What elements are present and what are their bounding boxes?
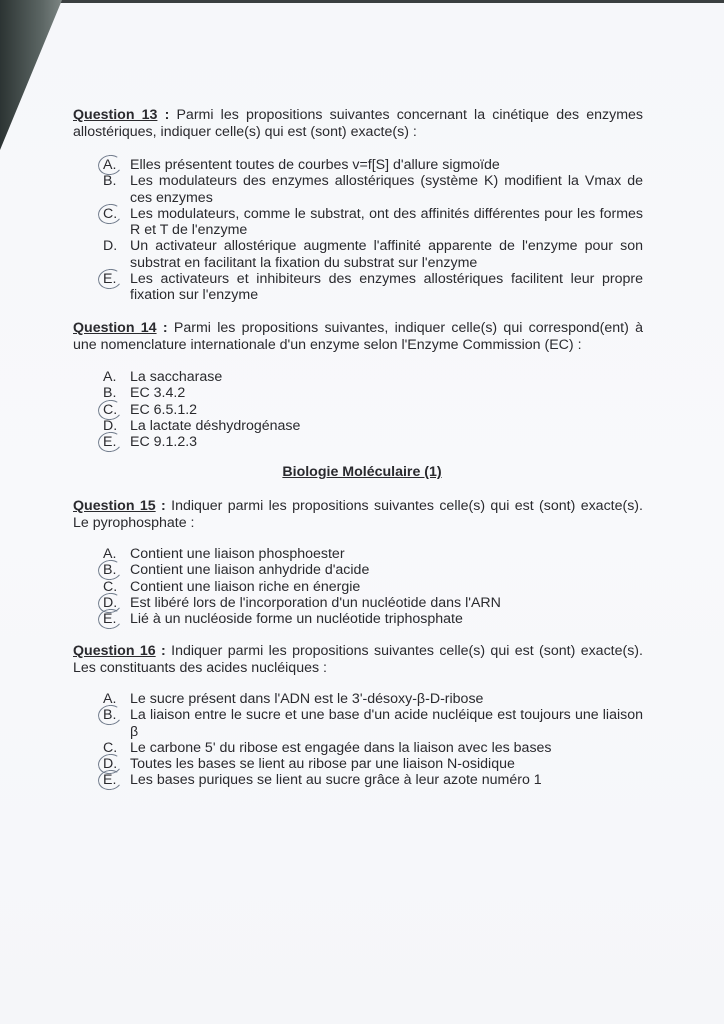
option-text: EC 9.1.2.3 [130,434,198,451]
option-text: Les bases puriques se lient au sucre grâce à leur azote numéro 1 [130,772,542,789]
option-c [103,740,643,756]
option-letter: E. [103,434,117,451]
option-a [103,157,643,173]
question-prompt: Indiquer parmi les propositions suivantes celle(s) qui est (sont) exacte(s). Le pyrophosphate : [73,498,643,531]
option-letter: C. [103,205,118,222]
option-letter: A. [103,157,117,173]
option-text: EC 6.5.1.2 [130,401,198,418]
question-16-header: Question 16 : Indiquer parmi les propositions suivantes celle(s) qui est (sont) exacte(s). Les constituants des acides nucléiques : [73,643,643,676]
question-16-options [103,691,643,789]
option-e [103,772,643,788]
option-text: Les activateurs et inhibiteurs des enzymes allostériques facilitent leur propre fixation sur l'enzyme [130,271,643,304]
question-prompt: Parmi les propositions suivantes, indiquer celle(s) qui correspond(ent) à une nomenclature internationale d'un enzyme selon l'Enzyme Commission (EC) : [73,320,643,353]
option-letter: A. [103,369,117,385]
option-text: Elles présentent toutes de courbes v=f[S] d'allure sigmoïde [130,157,500,173]
option-a [103,369,643,385]
option-c [103,206,643,239]
option-letter: B. [103,562,117,579]
option-text: Est libéré lors de l'incorporation d'un nucléotide dans l'ARN [130,594,501,611]
option-b [103,707,643,740]
option-letter: E. [103,611,117,628]
option-letter: B. [103,385,117,402]
option-letter: D. [103,756,118,773]
question-14-options [103,369,643,450]
option-d [103,756,643,772]
question-prompt: Parmi les propositions suivantes concernant la cinétique des enzymes allostériques, indiquer celle(s) qui est (sont) exacte(s) : [73,107,643,140]
option-d [103,595,643,611]
option-text: La lactate déshydrogénase [130,417,301,434]
option-letter: B. [103,173,117,190]
option-b [103,562,643,578]
page-fold-shadow [0,0,70,160]
option-b [103,385,643,401]
option-d [103,418,643,434]
question-14-header: Question 14 : Parmi les propositions suivantes, indiquer celle(s) qui correspond(ent) à une nomenclature internationale d'un enzyme selon l'Enzyme Commission (EC) : [73,320,643,353]
option-text: Les modulateurs des enzymes allostériques (système K) modifient la Vmax de ces enzymes [130,173,643,206]
option-letter: E. [103,772,117,789]
question-15-header: Question 15 : Indiquer parmi les propositions suivantes celle(s) qui est (sont) exacte(s). Le pyrophosphate : [73,498,643,531]
option-letter: B. [103,707,117,724]
option-text: Les modulateurs, comme le substrat, ont des affinités différentes pour les formes R et T de l'enzyme [130,205,643,239]
option-text: Toutes les bases se lient au ribose par une liaison N-osidique [130,756,515,773]
option-d [103,238,643,271]
option-text: Lié à un nucléoside forme un nucléotide triphosphate [130,611,463,628]
option-text: Contient une liaison riche en énergie [130,578,361,595]
option-text: EC 3.4.2 [130,385,186,402]
option-text: Contient une liaison phosphoester [130,546,345,562]
option-letter: E. [103,271,117,288]
option-c [103,402,643,418]
option-text: La saccharase [130,369,223,385]
option-e [103,611,643,627]
option-letter: A. [103,546,117,562]
question-label: Question 13 [73,107,158,123]
question-prompt: Indiquer parmi les propositions suivantes celle(s) qui est (sont) exacte(s). Les constituants des acides nucléiques : [73,643,643,676]
scan-edge [0,0,724,3]
option-text: Contient une liaison anhydride d'acide [130,562,370,579]
option-letter: D. [103,238,118,255]
question-13-options [103,157,643,304]
option-a [103,691,643,707]
section-title: Biologie Moléculaire (1) [282,464,442,480]
question-label: Question 16 [73,643,156,659]
question-15-options [103,546,643,627]
option-text: Un activateur allostérique augmente l'affinité apparente de l'enzyme pour son substrat en facilitant la fixation du substrat sur l'enzyme [130,238,643,271]
option-e [103,434,643,450]
option-letter: A. [103,691,117,707]
option-c [103,579,643,595]
question-label: Question 15 [73,498,156,514]
option-text: Le carbone 5' du ribose est engagée dans la liaison avec les bases [130,739,552,756]
question-label: Question 14 [73,320,157,336]
option-text: Le sucre présent dans l'ADN est le 3'-désoxy-β-D-ribose [130,691,484,707]
option-letter: D. [103,417,118,434]
option-letter: D. [103,594,118,611]
option-a [103,546,643,562]
option-e [103,271,643,304]
option-letter: C. [103,739,118,756]
option-b [103,173,643,206]
question-13-header: Question 13 : Parmi les propositions suivantes concernant la cinétique des enzymes allostériques, indiquer celle(s) qui est (sont) exacte(s) : [73,107,643,140]
option-letter: C. [103,578,118,595]
option-letter: C. [103,401,118,418]
option-text: La liaison entre le sucre et une base d'un acide nucléique est toujours une liaison β [130,707,643,740]
